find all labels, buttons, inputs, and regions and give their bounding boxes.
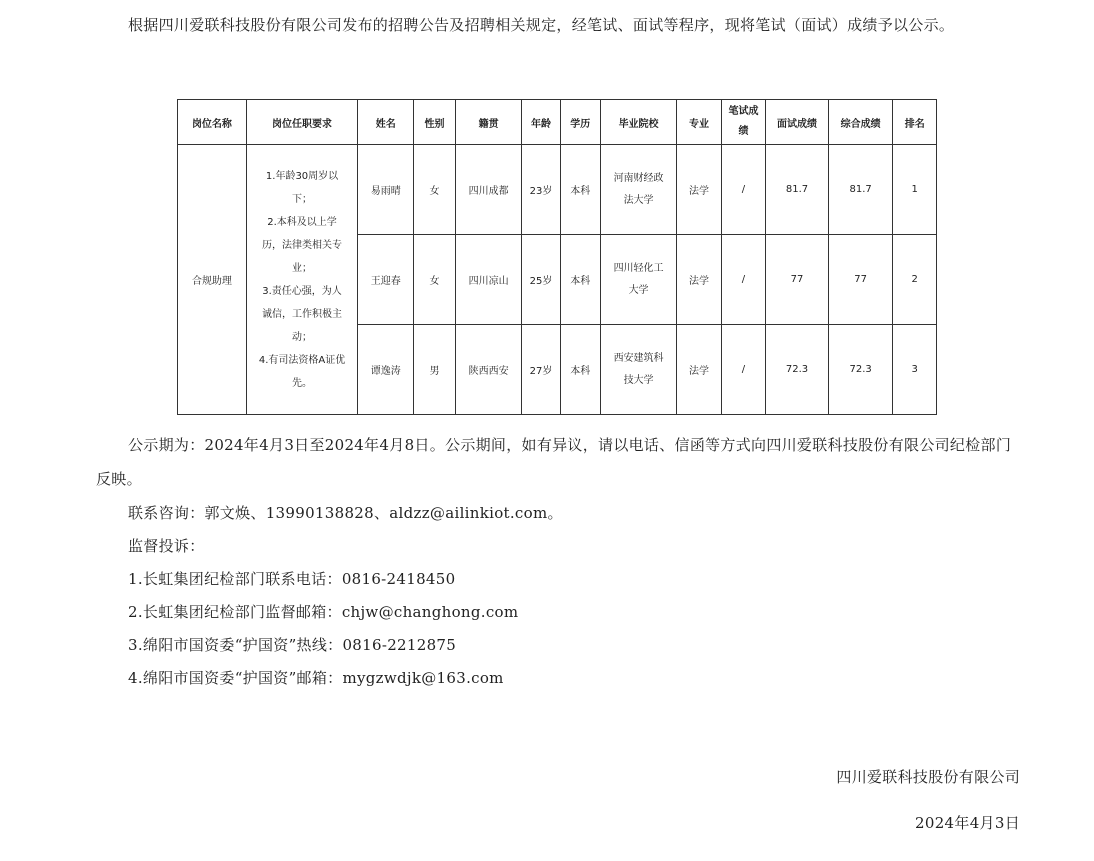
school-line: 技大学 [623,374,654,386]
requirements-cell [246,145,357,415]
contact-line: 联系咨询：郭文焕、13990138828、aldzz@ailinkiot.com。 [128,504,563,522]
requirement-line: 动； [292,331,313,343]
cell-gender: 男 [414,325,455,415]
requirement-line: 下； [292,193,313,205]
header-school: 毕业院校 [600,100,676,145]
supervision-item: 1.长虹集团纪检部门联系电话：0816-2418450 [128,570,456,588]
table-header-row [178,100,937,145]
cell-total-score: 81.7 [828,145,893,235]
requirement-line: 先。 [292,377,313,389]
header-origin: 籍贯 [455,100,522,145]
requirement-line: 业； [292,262,313,274]
cell-school [600,235,676,325]
supervision-item: 2.长虹集团纪检部门监督邮箱：chjw@changhong.com [128,603,519,621]
header-education: 学历 [560,100,600,145]
cell-total-score: 77 [828,235,893,325]
cell-major: 法学 [677,145,722,235]
requirement-line: 4.有司法资格A证优 [258,354,346,366]
supervision-title: 监督投诉： [128,537,205,555]
cell-interview-score: 81.7 [766,145,829,235]
cell-rank: 1 [893,145,937,235]
position-cell: 合规助理 [178,145,247,415]
requirement-line: 诚信，工作积极主 [262,308,343,320]
results-table [177,99,937,415]
cell-written-score: / [721,145,766,235]
cell-written-score: / [721,325,766,415]
cell-name: 易雨晴 [358,145,414,235]
cell-rank: 3 [893,325,937,415]
cell-education: 本科 [560,235,600,325]
table-row [178,145,937,235]
header-major: 专业 [677,100,722,145]
cell-major: 法学 [677,325,722,415]
header-requirements: 岗位任职要求 [246,100,357,145]
school-line: 法大学 [623,194,654,206]
school-line: 西安建筑科 [613,352,664,364]
cell-age: 23岁 [522,145,560,235]
cell-age: 25岁 [522,235,560,325]
header-name: 姓名 [358,100,414,145]
cell-origin: 四川成都 [455,145,522,235]
requirement-line: 1.年龄30周岁以 [265,170,339,182]
cell-origin: 陕西西安 [455,325,522,415]
cell-name: 谭逸涛 [358,325,414,415]
supervision-item: 4.绵阳市国资委“护国资”邮箱：mygzwdjk@163.com [128,669,504,687]
cell-interview-score: 77 [766,235,829,325]
header-total-score: 综合成绩 [828,100,893,145]
cell-school [600,325,676,415]
school-line: 大学 [628,284,649,296]
notice-period-paragraph: 公示期为：2024年4月3日至2024年4月8日。公示期间，如有异议，请以电话、信函等方式向四川爱联科技股份有限公司纪检部门反映。 [96,436,1012,488]
cell-interview-score: 72.3 [766,325,829,415]
intro-paragraph: 根据四川爱联科技股份有限公司发布的招聘公告及招聘相关规定，经笔试、面试等程序，现将笔试（面试）成绩予以公示。 [128,16,955,34]
cell-major: 法学 [677,235,722,325]
requirement-line: 2.本科及以上学 [267,216,337,228]
cell-gender: 女 [414,235,455,325]
header-age: 年龄 [522,100,560,145]
school-line: 河南财经政 [613,172,664,184]
cell-education: 本科 [560,325,600,415]
cell-school [600,145,676,235]
school-line: 四川轻化工 [613,262,664,274]
signature-company: 四川爱联科技股份有限公司 [836,768,1020,786]
cell-written-score: / [721,235,766,325]
header-rank: 排名 [893,100,937,145]
header-interview-score: 面试成绩 [766,100,829,145]
cell-rank: 2 [893,235,937,325]
signature-date: 2024年4月3日 [915,814,1020,832]
cell-name: 王迎春 [358,235,414,325]
cell-gender: 女 [414,145,455,235]
cell-origin: 四川凉山 [455,235,522,325]
requirement-line: 3.责任心强，为人 [262,285,342,297]
requirement-line: 历，法律类相关专 [262,239,343,251]
header-gender: 性别 [414,100,455,145]
cell-total-score: 72.3 [828,325,893,415]
header-position: 岗位名称 [178,100,247,145]
header-written-score: 笔试成绩 [721,100,766,145]
cell-education: 本科 [560,145,600,235]
cell-age: 27岁 [522,325,560,415]
supervision-item: 3.绵阳市国资委“护国资”热线：0816-2212875 [128,636,457,654]
